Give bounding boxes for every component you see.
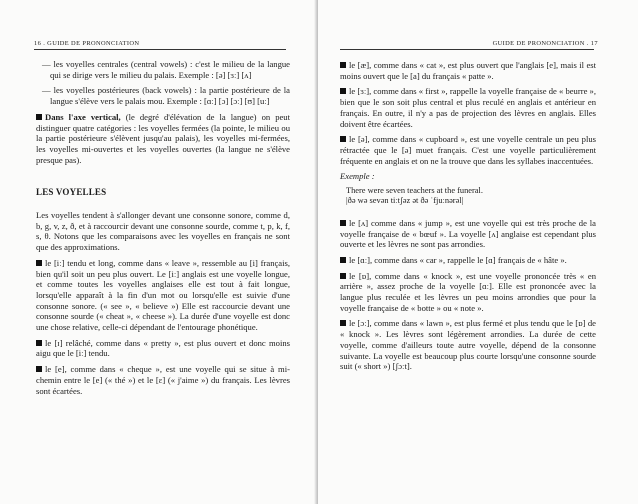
vowel-ae-paragraph: le [æ], comme dans « cat », est plus ouvert que l'anglais [e], mais il est moins ouvert que le [a] du français « patte ». (340, 60, 596, 81)
vowel-wedge-paragraph: le [ʌ] comme dans « jump », est une voyelle qui est très proche de la voyelle française de « bœuf ». La voyelle [ʌ] anglaise est cependant plus ouverte et les lèvres ne sont pas arrondies. (340, 217, 596, 250)
page-header-right: GUIDE DE PRONONCIATION . 17 (492, 40, 598, 47)
square-bullet-icon (36, 366, 42, 372)
vowel-o-long-paragraph: le [ɔː], comme dans « lawn », est plus fermé et plus tendu que le [ɒ] de « knock ». Les lèvres sont légèrement arrondies. La durée de cette voyelle, comme d'ailleurs toute autre voyelle, dépend de la consonne suivante. La voyelle est beaucoup plus courte lorsqu'une consonne sourde suit (« short ») [ʃɔːt]. (340, 318, 596, 372)
vowel-i-short-paragraph: le [ɪ] relâché, comme dans « pretty », est plus ouvert et donc moins aigu que le [iː] tendu. (36, 337, 290, 359)
right-page (318, 0, 638, 504)
example-transcription: |ðə wə sevən tiːtʃəz ət ðə ˈfjuːnərəl| (346, 196, 464, 206)
vowel-o-short-paragraph: le [ɒ], comme dans « knock », est une voyelle prononcée très « en arrière », assez proche de la voyelle [ɑː]. Elle est prononcée avec la langue plus reculée et les lèvres un peu moins arrondies que pour la voyelle française de « botte » ou « note ». (340, 270, 596, 313)
square-bullet-icon (340, 320, 346, 326)
vowel-e-paragraph: le [e], comme dans « cheque », est une voyelle qui se situe à mi-chemin entre le [e] (« thé ») et le [ɛ] (« j'aime ») du français. Les lèvres sont écartées. (36, 364, 290, 396)
section-title: LES VOYELLES (36, 187, 107, 198)
intro-paragraph: Les voyelles tendent à s'allonger devant une consonne sonore, comme d, b, g, v, z, ð, et à raccourcir devant une consonne sourde, comme t, p, k, f, s, θ. Notons que les comparaisons avec les voyelles en français ne sont que des approximations. (36, 210, 290, 253)
example-label: Exemple : (340, 171, 375, 182)
back-vowels-paragraph: — les voyelles postérieures (back vowels) : la partie postérieure de la langue s'élève vers le palais mou. Exemple : [ɑː] [ɔ] [ɔː] [ʊ] [uː] (42, 85, 290, 107)
square-bullet-icon (340, 88, 346, 94)
central-vowels-paragraph: — les voyelles centrales (central vowels) : c'est le milieu de la langue qui se dirige vers le milieu du palais. Exemple : [ə] [ɜː] [ʌ] (42, 59, 290, 80)
left-column (36, 59, 290, 401)
square-bullet-icon (340, 220, 346, 226)
vertical-axis-lead: Dans l'axe vertical, (45, 111, 121, 122)
square-bullet-icon (340, 257, 346, 263)
left-page (0, 0, 316, 504)
square-bullet-icon (340, 273, 346, 279)
vowel-schwa-paragraph: le [ə], comme dans « cupboard », est une voyelle centrale un peu plus rétractée que le [ə] muet français. C'est une voyelle particulièrement fréquente en anglais et on ne la trouve que dans les syllabes inaccentuées. (340, 134, 596, 166)
page-header-left: 16 . GUIDE DE PRONONCIATION (34, 40, 140, 47)
vowel-i-long-paragraph: le [iː] tendu et long, comme dans « leave », ressemble au [i] français, bien qu'il soit un peu plus ouvert. Le [iː] anglais est une voyelle longue, et comme toutes les voyelles anglaises elle est tout à fait longue, lorsqu'elle apparaît à la fin d'un mot ou lorsqu'elle est suivie d'une consonne sonore. (« see », « believe ») Elle est raccourcie devant une consonne sourde (« cheat », « cheese »). La durée d'une voyelle est donc une chose relative, celle-ci dépendant de l'entourage phonétique. (36, 257, 290, 333)
square-bullet-icon (36, 260, 42, 266)
square-bullet-icon (36, 340, 42, 346)
square-bullet-icon (340, 136, 346, 142)
header-rule (34, 49, 286, 50)
example-sentence: There were seven teachers at the funeral. (346, 186, 483, 196)
header-rule (340, 49, 594, 50)
vowel-a-long-paragraph: le [ɑː], comme dans « car », rappelle le [ɑ] français de « hâte ». (340, 255, 596, 266)
square-bullet-icon (36, 114, 42, 120)
square-bullet-icon (340, 62, 346, 68)
example-block (340, 186, 596, 207)
vertical-axis-text: (le degré d'élévation de la langue) on peut distinguer quatre catégories : les voyelles fermées (la pointe, le milieu ou la partie postérieure s'élèvent jusqu'au palais), les voyelles mi-fermées, les voyelles mi-ouvertes et les voyelles ouvertes (la langue ne s'élève presque pas). (36, 111, 290, 165)
vertical-axis-paragraph (36, 112, 290, 166)
vowel-er-paragraph: le [ɜː], comme dans « first », rappelle la voyelle française de « beurre », bien que le son soit plus central et plus reculé en anglais et antérieur en français. En outre, il n'y a pas de projection des lèvres en anglais. Elles doivent être écartées. (340, 86, 596, 129)
right-column (340, 60, 596, 377)
